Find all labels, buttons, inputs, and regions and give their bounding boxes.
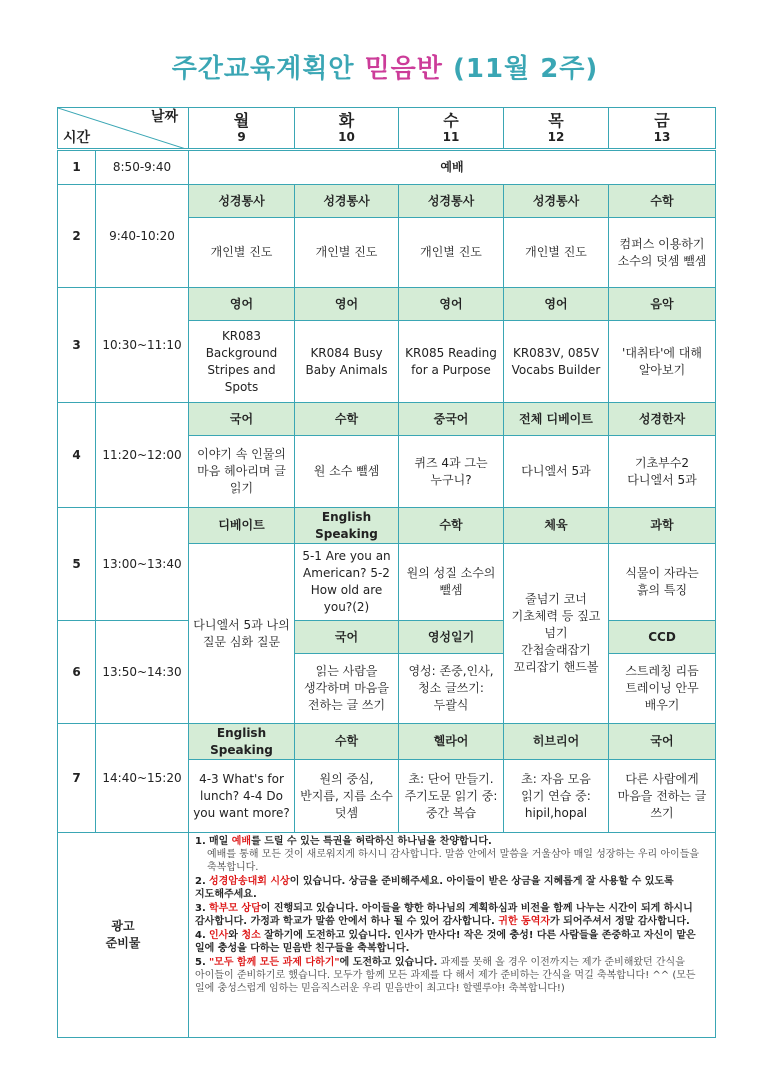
content-cell: KR085 Reading for a Purpose [399, 321, 504, 403]
subject-cell: 영어 [295, 288, 399, 321]
subject-cell: English Speaking [189, 724, 295, 760]
period-number: 6 [58, 621, 96, 724]
notice-label: 광고 [111, 919, 135, 933]
period-6-subject-row [58, 621, 716, 654]
content-cell: 식물이 자라는 흙의 특징 [609, 544, 716, 621]
content-cell: 퀴즈 4과 그는 누구니? [399, 436, 504, 508]
subject-cell: 성경통사 [399, 185, 504, 218]
day-header-mon: 월 9 [189, 108, 295, 150]
content-cell: '대취타'에 대해 알아보기 [609, 321, 716, 403]
content-cell: 읽는 사람을 생각하며 마음을 전하는 글 쓰기 [295, 654, 399, 724]
subject-cell: 체육 [504, 508, 609, 544]
period-1-row [58, 150, 716, 185]
subject-cell: CCD [609, 621, 716, 654]
subject-cell: 히브리어 [504, 724, 609, 760]
period-time: 10:30~11:10 [96, 288, 189, 403]
day-header-wed: 수 11 [399, 108, 504, 150]
period-time: 14:40~15:20 [96, 724, 189, 833]
content-cell: 원의 중심, 반지름, 지름 소수 덧셈 [295, 760, 399, 833]
period-number: 7 [58, 724, 96, 833]
period-2-subject-row [58, 185, 716, 218]
period-4-subject-row [58, 403, 716, 436]
subject-cell: 음악 [609, 288, 716, 321]
title-class-name: 믿음반 [364, 54, 443, 84]
subject-cell: 디베이트 [189, 508, 295, 544]
period-number: 1 [58, 150, 96, 185]
time-label: 시간 [63, 130, 91, 146]
subject-cell: 수학 [295, 724, 399, 760]
notice-item-2: 2. 성경암송대회 시상이 있습니다. 상금을 준비해주세요. 아이들이 받은 상금을 지혜롭게 잘 사용할 수 있도록 지도해주세요. [195, 876, 674, 900]
content-cell: 개인별 진도 [399, 218, 504, 288]
subject-cell: 헬라어 [399, 724, 504, 760]
content-cell: 초: 자음 모음 읽기 연습 중: hipil,hopal [504, 760, 609, 833]
subject-cell: 전체 디베이트 [504, 403, 609, 436]
content-cell: KR083 Background Stripes and Spots [189, 321, 295, 403]
content-cell: 원의 성질 소수의 뺄셈 [399, 544, 504, 621]
notice-item-3: 3. 학부모 상담이 진행되고 있습니다. 아이들을 향한 하나님의 계획하심과 비전을 함께 나누는 시간이 되게 하시니 감사합니다. 가정과 학교가 말씀 안에서 하나 될 수 있어 감사합니다. 귀한 동역자가 되어주셔서 정말 감사합니다. [195, 903, 693, 927]
page-title [0, 48, 770, 85]
subject-cell: 성경한자 [609, 403, 716, 436]
content-cell: 다른 사람에게 마음을 전하는 글 쓰기 [609, 760, 716, 833]
notice-content [189, 833, 716, 1038]
content-cell: KR083V, 085V Vocabs Builder [504, 321, 609, 403]
subject-cell: 성경통사 [295, 185, 399, 218]
notice-item-1: 1. 매일 예배를 드릴 수 있는 특권을 허락하신 하나님을 찬양합니다. 예배를 통해 모든 것이 새로워지게 하시니 감사합니다. 말씀 안에서 말씀을 거울삼아 매일 성장하는 우리 아이들을 축복합니다. [195, 836, 700, 873]
content-cell: 초: 단어 만들기. 주기도문 읽기 중: 중간 복습 [399, 760, 504, 833]
content-cell: 개인별 진도 [189, 218, 295, 288]
notice-item-5: 5. "모두 함께 모든 과제 다하기"에 도전하고 있습니다. 과제를 못해 올 경우 이전까지는 제가 준비해왔던 간식을 아이들이 준비하기로 했습니다. 모두가 함께 모든 과제를 다 해서 제가 준비하는 간식을 먹길 축복합니다! ^^ (모든 일에 충성스럽게 임하는 믿음직스러운 우리 믿음반이 최고다! 할렐루야! 축복합니다!) [195, 957, 696, 994]
period-5-subject-row [58, 508, 716, 544]
period-7-subject-row [58, 724, 716, 760]
content-cell: 4-3 What's for lunch? 4-4 Do you want more? [189, 760, 295, 833]
worship-cell: 예배 [189, 150, 716, 185]
content-cell: 줄넘기 코너 기초체력 등 짚고 넘기 간첩술래잡기 꼬리잡기 핸드볼 [504, 544, 609, 724]
subject-cell: 국어 [295, 621, 399, 654]
subject-cell: English Speaking [295, 508, 399, 544]
period-time: 9:40-10:20 [96, 185, 189, 288]
subject-cell: 영어 [189, 288, 295, 321]
supplies-label: 준비물 [105, 936, 141, 950]
content-cell: 스트레칭 리듬 트레이닝 안무 배우기 [609, 654, 716, 724]
day-header-fri: 금 13 [609, 108, 716, 150]
period-3-subject-row [58, 288, 716, 321]
content-cell: 이야기 속 인물의 마음 헤아리며 글 읽기 [189, 436, 295, 508]
weekly-plan-table [57, 107, 716, 1038]
period-time: 11:20~12:00 [96, 403, 189, 508]
period-number: 2 [58, 185, 96, 288]
subject-cell: 과학 [609, 508, 716, 544]
content-cell: 기초부수2 다니엘서 5과 [609, 436, 716, 508]
title-main: 주간교육계획안 [171, 54, 355, 84]
content-cell: KR084 Busy Baby Animals [295, 321, 399, 403]
period-time: 8:50-9:40 [96, 150, 189, 185]
date-label: 날짜 [150, 109, 178, 125]
subject-cell: 수학 [295, 403, 399, 436]
content-cell: 개인별 진도 [504, 218, 609, 288]
title-week: (11월 2주) [452, 54, 599, 84]
subject-cell: 중국어 [399, 403, 504, 436]
notice-label-cell [58, 833, 189, 1038]
content-cell: 컴퍼스 이용하기 소수의 덧셈 뺄셈 [609, 218, 716, 288]
content-cell: 5-1 Are you an American? 5-2 How old are you?(2) [295, 544, 399, 621]
content-cell: 다니엘서 5과 [504, 436, 609, 508]
subject-cell: 영어 [504, 288, 609, 321]
content-cell: 개인별 진도 [295, 218, 399, 288]
period-number: 4 [58, 403, 96, 508]
content-cell: 원 소수 뺄셈 [295, 436, 399, 508]
subject-cell: 국어 [609, 724, 716, 760]
subject-cell: 수학 [399, 508, 504, 544]
content-cell: 영성: 존중,인사,청소 글쓰기: 두괄식 [399, 654, 504, 724]
notice-item-4: 4. 인사와 청소 잘하기에 도전하고 있습니다. 인사가 만사다! 작은 것에 충성! 다른 사람들을 존중하고 자신이 맡은 일에 충성을 다하는 믿음반 친구들을 축복합니다. [195, 930, 696, 954]
subject-cell: 성경통사 [189, 185, 295, 218]
day-header-thu: 목 12 [504, 108, 609, 150]
subject-cell: 영어 [399, 288, 504, 321]
content-cell: 다니엘서 5과 나의 질문 심화 질문 [189, 544, 295, 724]
header-row [58, 108, 716, 150]
subject-cell: 수학 [609, 185, 716, 218]
subject-cell: 국어 [189, 403, 295, 436]
header-corner [58, 108, 189, 150]
subject-cell: 성경통사 [504, 185, 609, 218]
notice-row [58, 833, 716, 1038]
subject-cell: 영성일기 [399, 621, 504, 654]
period-number: 3 [58, 288, 96, 403]
period-time: 13:50~14:30 [96, 621, 189, 724]
period-number: 5 [58, 508, 96, 621]
period-time: 13:00~13:40 [96, 508, 189, 621]
day-header-tue: 화 10 [295, 108, 399, 150]
